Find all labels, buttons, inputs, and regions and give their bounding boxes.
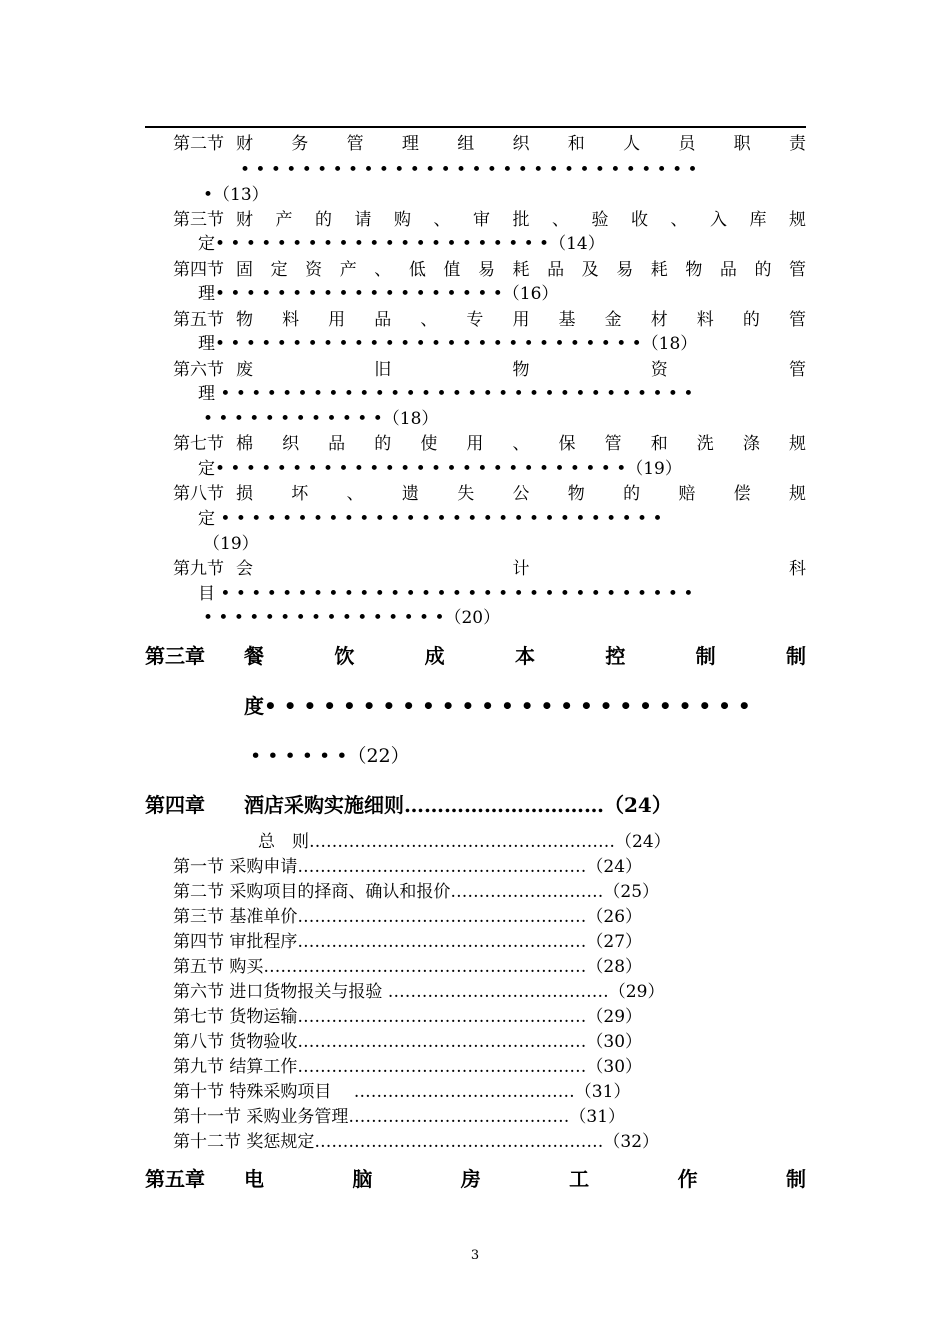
chapter-4-toc-item: 第十二节 奖惩规定……………………………………………（32） [173,1132,660,1152]
chapter-4-toc-item: 第九节 结算工作……………………………………………（30） [173,1057,643,1077]
title-char: 用 [328,310,346,330]
toc-section-3-cont: 定• • • • • • • • • • • • • • • • • • • • • •（14） [198,234,605,254]
title-char: 人 [623,134,641,154]
title-char: 、 [433,210,451,230]
title-char: 品 [374,310,392,330]
title-char: 的 [315,210,332,230]
title-char: 电 [244,1167,264,1191]
title-char: 资 [650,360,668,380]
title-char: 专 [466,310,484,330]
title-char: 基 [558,310,576,330]
title-char: 易 [616,260,634,280]
title-char: 职 [733,134,751,154]
title-char: 物 [236,310,253,330]
title-char: 的 [623,484,641,504]
title-char: 料 [696,310,714,330]
title-char: 、 [670,210,688,230]
title-char: 务 [291,134,309,154]
title-char: 物 [567,484,585,504]
title-char: 易 [477,260,495,280]
toc-section-7-cont: 定• • • • • • • • • • • • • • • • • • • • • • • • • • •（19） [198,459,682,479]
page-number: 3 [470,1248,480,1263]
chapter-5-title [244,1164,806,1194]
title-char: 定 [270,260,288,280]
title-char: 和 [567,134,585,154]
toc-section-5-cont: 理• • • • • • • • • • • • • • • • • • • • • • • • • • • •（18） [198,334,698,354]
title-char: 的 [754,260,772,280]
toc-section-8-page: （19） [203,534,259,554]
title-char: 低 [408,260,426,280]
toc-section-2-label: 第二节 [173,134,224,154]
title-char: 财 [236,210,253,230]
toc-section-9-cont: 目 • • • • • • • • • • • • • • • • • • • • • • • • • • • • • • • [198,584,694,604]
title-char: 规 [789,210,806,230]
title-char: 物 [685,260,703,280]
title-char: 科 [789,559,806,579]
title-char: 餐 [244,644,264,668]
title-char: 耗 [650,260,668,280]
title-char: 资 [305,260,323,280]
title-char: 、 [420,310,438,330]
title-char: 棉 [236,434,253,454]
chapter-4-toc-item: 第四节 审批程序……………………………………………（27） [173,932,643,952]
title-char: 洗 [696,434,714,454]
toc-section-2-page: •（13） [203,185,269,205]
chapter-3-label: 第三章 [145,644,205,668]
chapter-4-toc-item: 第十节 特殊采购项目 …………………………………（31） [173,1082,631,1102]
toc-section-6-label: 第六节 [173,360,224,380]
title-char: 固 [236,260,253,280]
title-char: 规 [788,434,806,454]
title-char: 管 [346,134,364,154]
title-char: 规 [788,484,806,504]
header-rule [145,126,806,128]
toc-section-2-title [236,132,806,156]
toc-section-4-label: 第四节 [173,260,224,280]
chapter-3-cont: 度• • • • • • • • • • • • • • • • • • • • • • • • • [244,694,751,718]
chapter-4-toc-item: 第二节 采购项目的择商、确认和报价………………………（25） [173,882,660,902]
title-char: 料 [282,310,300,330]
title-char: 损 [236,484,253,504]
title-char: 值 [443,260,461,280]
title-char: 工 [569,1167,590,1191]
chapter-4-toc-item: 第七节 货物运输……………………………………………（29） [173,1007,643,1027]
title-char: 产 [339,260,357,280]
toc-section-7-title [236,432,806,456]
title-char: 会 [236,559,253,579]
title-char: 赔 [678,484,696,504]
title-char: 遗 [401,484,419,504]
title-char: 财 [236,134,253,154]
title-char: 废 [236,360,253,380]
toc-section-6-cont: 理 • • • • • • • • • • • • • • • • • • • • • • • • • • • • • • • [198,384,694,404]
title-char: 的 [374,434,392,454]
title-char: 理 [401,134,419,154]
chapter-3-page: • • • • • •（22） [250,745,410,767]
title-char: 保 [558,434,576,454]
title-char: 房 [460,1167,481,1191]
toc-section-2-dots: • • • • • • • • • • • • • • • • • • • • • • • • • • • • • • [240,160,698,180]
title-char: 制 [785,644,806,668]
title-char: 管 [789,260,806,280]
chapter-4-toc-item: 第八节 货物验收……………………………………………（30） [173,1032,643,1052]
toc-section-6-title [236,358,806,382]
title-char: 审 [473,210,490,230]
title-char: 购 [394,210,411,230]
toc-section-9-title [236,557,806,581]
toc-section-3-title [236,208,806,232]
toc-section-9-page: • • • • • • • • • • • • • • • •（20） [203,608,501,628]
title-char: 品 [719,260,737,280]
toc-section-7-label: 第七节 [173,434,224,454]
title-char: 验 [591,210,609,230]
chapter-4-label: 第四章 [145,793,205,817]
title-char: 品 [547,260,565,280]
title-char: 收 [631,210,648,230]
title-char: 成 [424,644,445,668]
title-char: 计 [512,559,530,579]
toc-section-4-title [236,258,806,282]
title-char: 的 [742,310,760,330]
title-char: 库 [749,210,767,230]
title-char: 涤 [742,434,760,454]
title-char: 失 [457,484,475,504]
toc-section-8-title [236,482,806,506]
title-char: 材 [650,310,668,330]
title-char: 制 [695,644,716,668]
toc-section-4-cont: 理• • • • • • • • • • • • • • • • • • •（16） [198,284,559,304]
title-char: 制 [785,1167,806,1191]
title-char: 脑 [352,1167,373,1191]
title-char: 、 [374,260,392,280]
title-char: 公 [512,484,530,504]
title-char: 金 [604,310,622,330]
title-char: 责 [788,134,806,154]
title-char: 控 [605,644,626,668]
toc-section-8-label: 第八节 [173,484,224,504]
title-char: 管 [788,310,806,330]
chapter-4-toc-item: 第三节 基准单价……………………………………………（26） [173,907,643,927]
chapter-4-toc-item: 第六节 进口货物报关与报验 …………………………………（29） [173,982,665,1002]
title-char: 、 [346,484,364,504]
title-char: 织 [512,134,530,154]
chapter-3-title [244,641,806,671]
chapter-4-toc-item: 第五节 购买…………………………………………………（28） [173,957,643,977]
title-char: 本 [514,644,535,668]
title-char: 旧 [374,360,392,380]
title-char: 请 [354,210,372,230]
chapter-4-toc-item: 第一节 采购申请……………………………………………（24） [173,857,643,877]
toc-section-5-label: 第五节 [173,310,224,330]
title-char: 入 [710,210,727,230]
title-char: 、 [552,210,569,230]
title-char: 用 [512,310,530,330]
title-char: 偿 [733,484,751,504]
title-char: 织 [282,434,300,454]
chapter-4-toc-item: 总 则………………………………………………（24） [258,832,671,852]
title-char: 作 [677,1167,698,1191]
toc-section-8-cont: 定 • • • • • • • • • • • • • • • • • • • • • • • • • • • • • [198,509,663,529]
title-char: 物 [512,360,530,380]
chapter-4-title: 酒店采购实施细则…………………………（24） [244,793,672,817]
title-char: 使 [420,434,438,454]
title-char: 饮 [334,644,355,668]
title-char: 批 [512,210,530,230]
title-char: 品 [328,434,346,454]
title-char: 管 [789,360,806,380]
title-char: 及 [581,260,599,280]
toc-section-5-title [236,308,806,332]
title-char: 组 [457,134,475,154]
title-char: 用 [466,434,484,454]
title-char: 耗 [512,260,530,280]
title-char: 和 [650,434,668,454]
title-char: 产 [275,210,293,230]
toc-section-3-label: 第三节 [173,210,224,230]
chapter-4-toc-item: 第十一节 采购业务管理…………………………………（31） [173,1107,626,1127]
title-char: 员 [678,134,696,154]
title-char: 坏 [291,484,309,504]
title-char: 、 [512,434,530,454]
toc-section-9-label: 第九节 [173,559,224,579]
title-char: 管 [604,434,622,454]
chapter-5-label: 第五章 [145,1167,205,1191]
toc-section-6-page: • • • • • • • • • • • •（18） [203,409,439,429]
